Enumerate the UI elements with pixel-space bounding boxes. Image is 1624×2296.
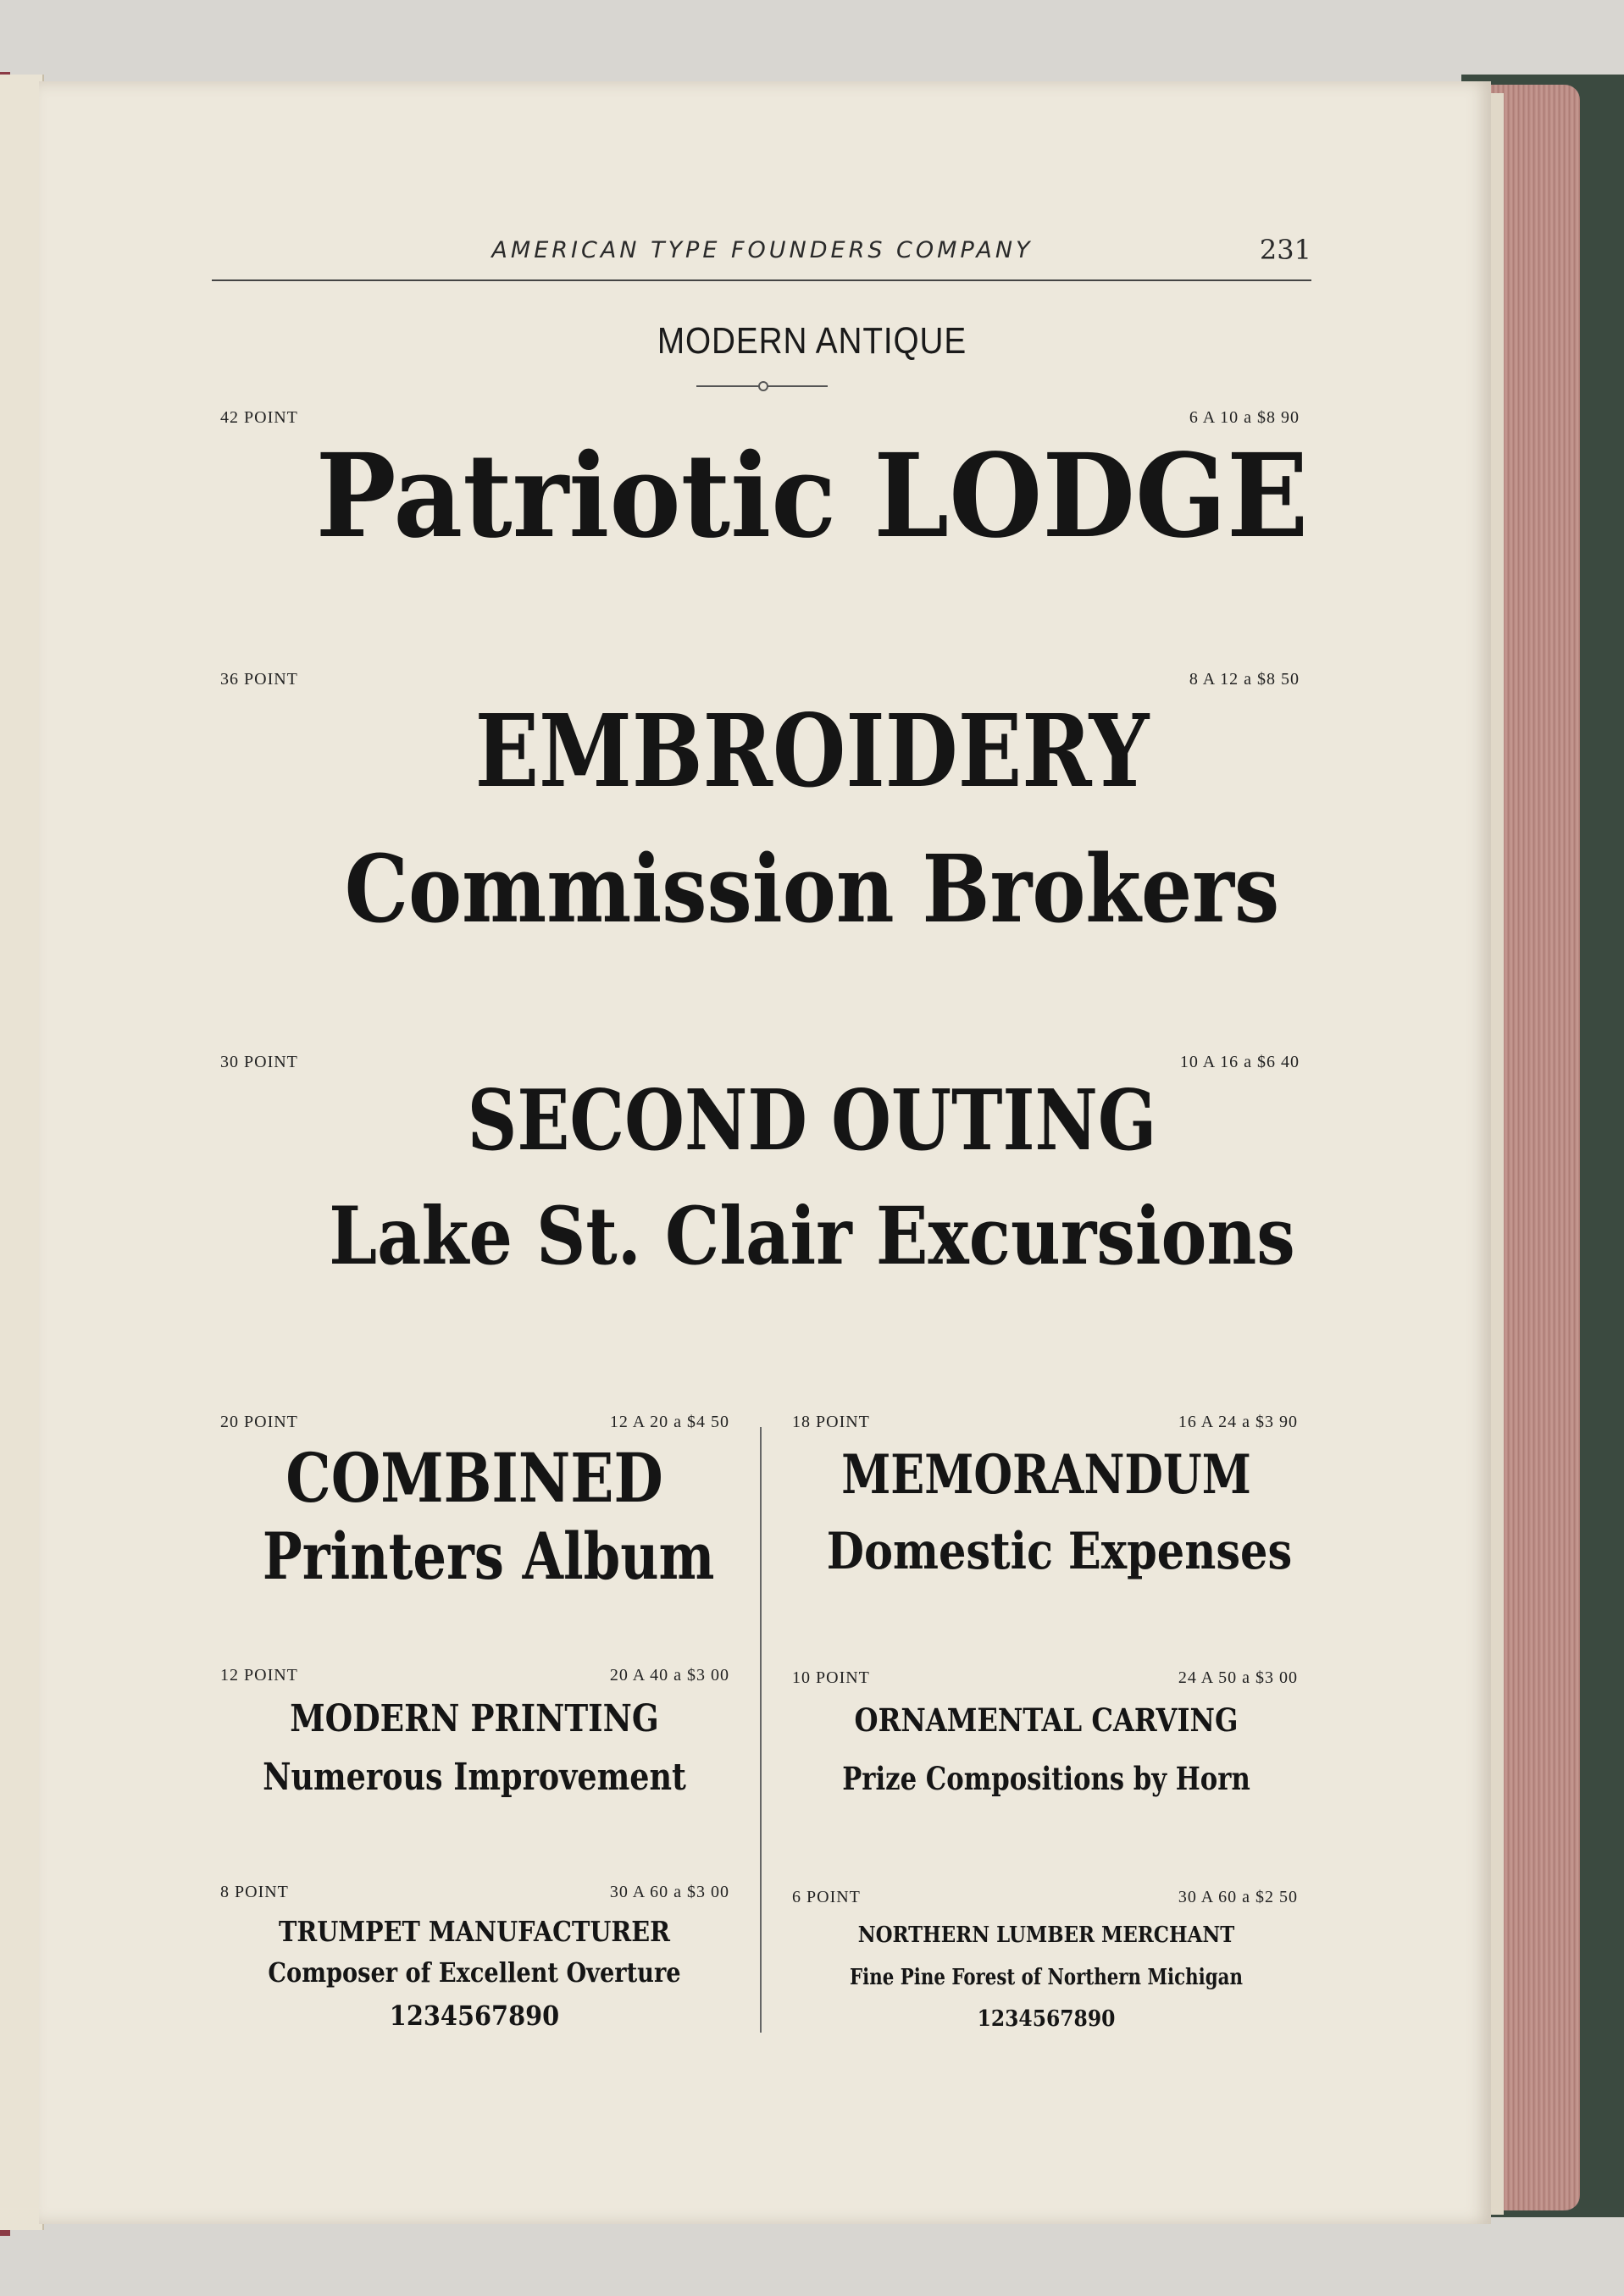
specimen-42-line1: Patriotic LODGE <box>315 429 1309 564</box>
specimen-18-line2: Domestic Expenses <box>826 1522 1293 1581</box>
specimen-18-line1: MEMORANDUM <box>841 1443 1251 1507</box>
price-36: 8 A 12 a $8 50 <box>1189 670 1300 689</box>
ornament-dot <box>758 381 768 391</box>
price-20: 12 A 20 a $4 50 <box>609 1413 729 1431</box>
specimen-12-line1: MODERN PRINTING <box>290 1697 659 1740</box>
price-8: 30 A 60 a $3 00 <box>609 1883 729 1901</box>
specimen-36-line2: Commission Brokers <box>344 834 1280 943</box>
price-12: 20 A 40 a $3 00 <box>609 1666 729 1685</box>
specimen-20-line1: COMBINED <box>285 1438 663 1518</box>
specimen-8-line1: TRUMPET MANUFACTURER <box>278 1915 671 1948</box>
running-head <box>212 234 1313 279</box>
size-label-8: 8 POINT <box>220 1883 289 1901</box>
specimen-8-line2: Composer of Excellent Overture <box>268 1956 681 1989</box>
header-rule <box>212 279 1311 281</box>
company-name: AMERICAN TYPE FOUNDERS COMPANY <box>491 237 1034 263</box>
specimen-6-line1: NORTHERN LUMBER MERCHANT <box>857 1923 1235 1948</box>
specimen-30-line2: Lake St. Clair Excursions <box>329 1190 1295 1283</box>
size-label-42: 42 POINT <box>220 408 298 427</box>
price-30: 10 A 16 a $6 40 <box>1179 1053 1300 1071</box>
price-42: 6 A 10 a $8 90 <box>1189 408 1300 427</box>
size-label-10: 10 POINT <box>792 1668 870 1687</box>
specimen-20-line2: Printers Album <box>262 1519 715 1594</box>
left-page <box>0 75 44 2230</box>
specimen-6-line3: 1234567890 <box>977 2006 1116 2032</box>
price-10: 24 A 50 a $3 00 <box>1178 1668 1298 1687</box>
column-divider <box>760 1427 762 2033</box>
specimen-6-line2: Fine Pine Forest of Northern Michigan <box>850 1965 1243 1990</box>
size-label-20: 20 POINT <box>220 1413 298 1431</box>
specimen-36-line1: EMBROIDERY <box>474 692 1150 810</box>
page-title: MODERN ANTIQUE <box>657 320 967 362</box>
size-label-12: 12 POINT <box>220 1666 298 1685</box>
specimen-30-line1: SECOND OUTING <box>467 1072 1157 1170</box>
size-label-6: 6 POINT <box>792 1888 861 1906</box>
size-label-36: 36 POINT <box>220 670 298 689</box>
specimen-8-line3: 1234567890 <box>389 2000 560 2032</box>
price-6: 30 A 60 a $2 50 <box>1178 1888 1298 1906</box>
specimen-10-line2: Prize Compositions by Horn <box>842 1760 1250 1797</box>
page-number: 231 <box>1259 234 1311 266</box>
specimen-10-line1: ORNAMENTAL CARVING <box>854 1701 1239 1739</box>
specimen-12-line2: Numerous Improvement <box>263 1756 686 1799</box>
size-label-30: 30 POINT <box>220 1053 298 1071</box>
price-18: 16 A 24 a $3 90 <box>1178 1413 1298 1431</box>
size-label-18: 18 POINT <box>792 1413 870 1431</box>
